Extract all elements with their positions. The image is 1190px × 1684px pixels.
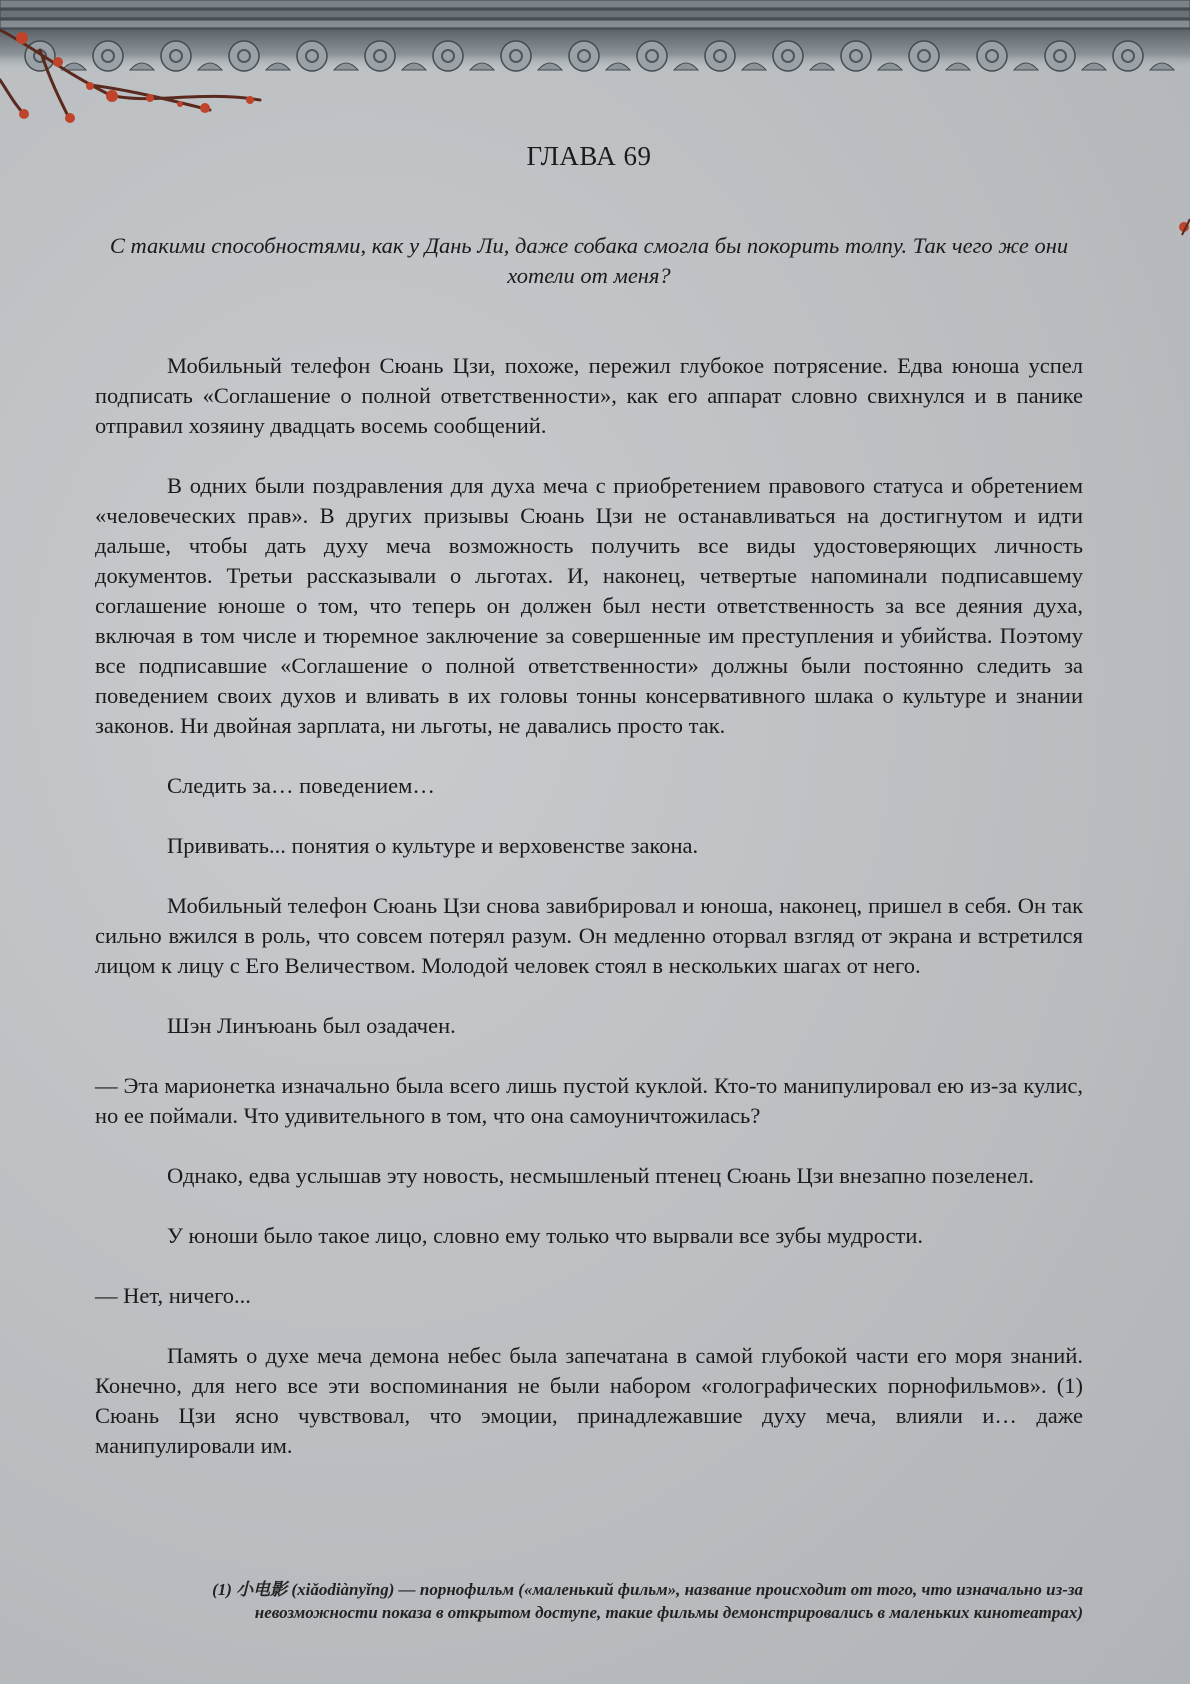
dialog-line: — Нет, ничего... [95, 1283, 251, 1308]
plum-blossom-icon [1170, 215, 1190, 245]
paragraph: Однако, едва услышав эту новость, несмышленый птенец Сюань Цзи внезапно позеленел. [167, 1163, 1035, 1188]
plum-branch-icon [0, 0, 320, 150]
chapter-title: ГЛАВА 69 [526, 141, 652, 171]
paragraph: Следить за… поведением… [167, 773, 435, 798]
paragraph: У юноши было такое лицо, словно ему только что вырвали все зубы мудрости. [167, 1223, 924, 1248]
dialog-line: — Эта марионетка изначально была всего лишь пустой куклой. Кто-то манипулировал ею из-за кулис, но ее поймали. Что удивительного в том, что она самоуничтожилась? [95, 1073, 1083, 1128]
paragraph: Память о духе меча демона небес была запечатана в самой глубокой части его моря знаний. Конечно, для него все эти воспоминания не были набором «голографических порнофильмов». (1) Сюань Цзи ясно чувствовал, что эмоции, принадлежавшие духу меча, влияли и… даже манипулировали им. [95, 1343, 1083, 1458]
paragraph: Мобильный телефон Сюань Цзи снова завибрировал и юноша, наконец, пришел в себя. Он так сильно вжился в роль, что совсем потерял разум. Он медленно оторвал взгляд от экрана и встретился лицом к лицу с Его Величеством. Молодой человек стоял в нескольких шагах от него. [95, 893, 1083, 978]
paragraph: Мобильный телефон Сюань Цзи, похоже, пережил глубокое потрясение. Едва юноша успел подписать «Соглашение о полной ответственности», как его аппарат словно свихнулся и в панике отправил хозяину двадцать восемь сообщений. [95, 353, 1083, 438]
paragraph: Шэн Линъюань был озадачен. [167, 1013, 456, 1038]
paragraph: В одних были поздравления для духа меча с приобретением правового статуса и обретением «человеческих прав». В других призывы Сюань Цзи не останавливаться на достигнутом и идти дальше, чтобы дать духу меча возможность получить все виды удостоверяющих личность документов. Третьи рассказывали о льготах. И, наконец, четвертые напоминали подписавшему соглашение юноше о том, что теперь он должен был нести ответственность за все деяния духа, включая в том числе и тюремное заключение за совершенные им преступления и убийства. Поэтому все подписавшие «Соглашение о полной ответственности» должны были постоянно следить за поведением своих духов и вливать в их головы тонны консервативного шлака о культуре и знании законов. Ни двойная зарплата, ни льготы, не давались просто так. [95, 473, 1083, 738]
footnote: (1) 小电影 (xiǎodiànyǐng) — порнофильм («маленький фильм», название происходит от того, что изначально из-за невозможности показа в открытом доступе, такие фильмы демонстрировались в маленьких кинотеатрах) [212, 1580, 1083, 1622]
paragraph: Прививать... понятия о культуре и верховенстве закона. [167, 833, 699, 858]
chapter-epigraph: С такими способностями, как у Дань Ли, даже собака смогла бы покорить толпу. Так чего же они хотели от меня? [109, 233, 1069, 288]
chapter-body [95, 351, 1083, 1491]
